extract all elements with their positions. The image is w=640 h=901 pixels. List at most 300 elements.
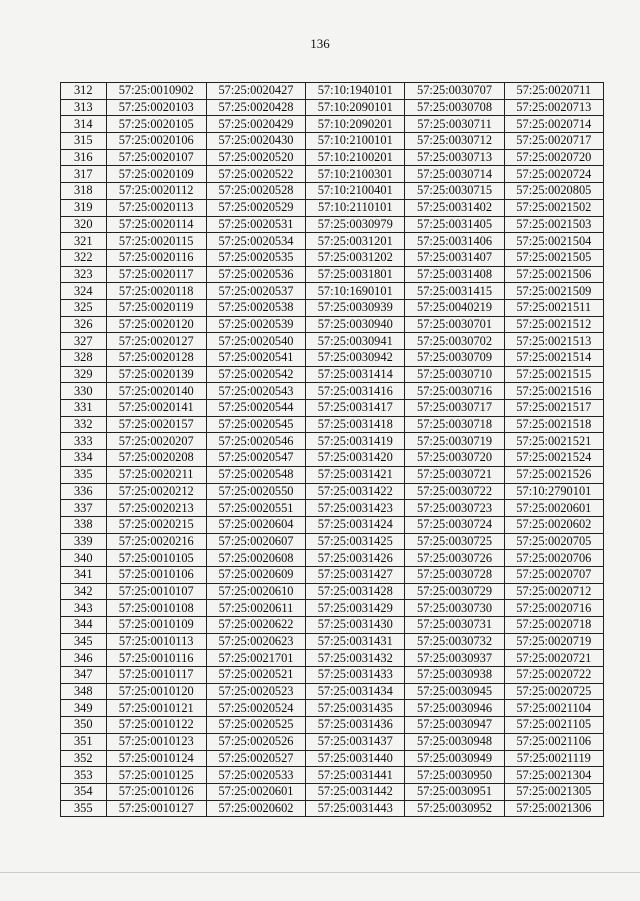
- cadastral-number-cell: 57:25:0020207: [106, 433, 206, 450]
- cadastral-number-cell: 57:25:0020120: [106, 316, 206, 333]
- cadastral-number-cell: 57:25:0030715: [405, 183, 504, 200]
- cadastral-number-cell: 57:25:0031202: [306, 249, 405, 266]
- table-row: [61, 533, 604, 550]
- cadastral-number-cell: 57:25:0020541: [206, 350, 305, 367]
- row-number-cell: 351: [61, 733, 107, 750]
- cadastral-number-cell: 57:10:2100101: [306, 133, 405, 150]
- table-body: [61, 83, 604, 817]
- cadastral-number-cell: 57:25:0021104: [504, 700, 603, 717]
- cadastral-number-cell: 57:25:0020427: [206, 83, 305, 100]
- cadastral-number-cell: 57:25:0030731: [405, 617, 504, 634]
- row-number-cell: 345: [61, 633, 107, 650]
- cadastral-number-cell: 57:25:0020721: [504, 650, 603, 667]
- cadastral-number-cell: 57:25:0020724: [504, 166, 603, 183]
- cadastral-number-cell: 57:25:0020533: [206, 767, 305, 784]
- cadastral-number-cell: 57:25:0030723: [405, 500, 504, 517]
- cadastral-number-cell: 57:25:0020525: [206, 717, 305, 734]
- cadastral-number-cell: 57:25:0020540: [206, 333, 305, 350]
- cadastral-number-cell: 57:25:0031408: [405, 266, 504, 283]
- table-row: [61, 166, 604, 183]
- cadastral-number-cell: 57:25:0030952: [405, 800, 504, 817]
- row-number-cell: 349: [61, 700, 107, 717]
- table-row: [61, 717, 604, 734]
- cadastral-number-cell: 57:25:0020705: [504, 533, 603, 550]
- row-number-cell: 315: [61, 133, 107, 150]
- cadastral-number-cell: 57:25:0010123: [106, 733, 206, 750]
- cadastral-number-cell: 57:25:0030721: [405, 466, 504, 483]
- table-row: [61, 800, 604, 817]
- row-number-cell: 347: [61, 667, 107, 684]
- table-row: [61, 116, 604, 133]
- cadastral-number-cell: 57:25:0031442: [306, 783, 405, 800]
- row-number-cell: 313: [61, 99, 107, 116]
- cadastral-number-cell: 57:25:0020527: [206, 750, 305, 767]
- cadastral-number-cell: 57:25:0030720: [405, 450, 504, 467]
- cadastral-number-cell: 57:10:2100401: [306, 183, 405, 200]
- cadastral-number-cell: 57:25:0031424: [306, 516, 405, 533]
- cadastral-number-cell: 57:25:0030939: [306, 299, 405, 316]
- cadastral-number-cell: 57:25:0010902: [106, 83, 206, 100]
- row-number-cell: 322: [61, 249, 107, 266]
- cadastral-number-cell: 57:25:0020528: [206, 183, 305, 200]
- cadastral-number-cell: 57:25:0031405: [405, 216, 504, 233]
- cadastral-number-cell: 57:25:0020537: [206, 283, 305, 300]
- row-number-cell: 327: [61, 333, 107, 350]
- table-row: [61, 500, 604, 517]
- row-number-cell: 328: [61, 350, 107, 367]
- cadastral-number-cell: 57:25:0031430: [306, 617, 405, 634]
- cadastral-number-cell: 57:25:0021306: [504, 800, 603, 817]
- scan-edge-line: [0, 872, 640, 873]
- table-row: [61, 183, 604, 200]
- row-number-cell: 331: [61, 400, 107, 417]
- cadastral-number-cell: 57:25:0020717: [504, 133, 603, 150]
- cadastral-number-cell: 57:25:0031419: [306, 433, 405, 450]
- cadastral-number-cell: 57:25:0020536: [206, 266, 305, 283]
- row-number-cell: 332: [61, 416, 107, 433]
- cadastral-number-cell: 57:25:0020429: [206, 116, 305, 133]
- cadastral-number-cell: 57:25:0021701: [206, 650, 305, 667]
- row-number-cell: 333: [61, 433, 107, 450]
- cadastral-number-cell: 57:25:0030946: [405, 700, 504, 717]
- cadastral-number-cell: 57:25:0020718: [504, 617, 603, 634]
- row-number-cell: 318: [61, 183, 107, 200]
- table-row: [61, 600, 604, 617]
- table-row: [61, 266, 604, 283]
- row-number-cell: 341: [61, 566, 107, 583]
- row-number-cell: 350: [61, 717, 107, 734]
- cadastral-number-cell: 57:25:0031418: [306, 416, 405, 433]
- cadastral-number-cell: 57:25:0021504: [504, 233, 603, 250]
- cadastral-number-cell: 57:25:0030730: [405, 600, 504, 617]
- cadastral-number-cell: 57:25:0010124: [106, 750, 206, 767]
- table-row: [61, 249, 604, 266]
- cadastral-number-cell: 57:25:0030949: [405, 750, 504, 767]
- cadastral-number-cell: 57:25:0030942: [306, 350, 405, 367]
- cadastral-number-cell: 57:25:0020609: [206, 566, 305, 583]
- row-number-cell: 354: [61, 783, 107, 800]
- cadastral-number-cell: 57:25:0031801: [306, 266, 405, 283]
- row-number-cell: 342: [61, 583, 107, 600]
- cadastral-number-cell: 57:25:0030712: [405, 133, 504, 150]
- cadastral-number-cell: 57:25:0030937: [405, 650, 504, 667]
- cadastral-number-cell: 57:25:0010127: [106, 800, 206, 817]
- cadastral-number-cell: 57:25:0020548: [206, 466, 305, 483]
- cadastral-number-cell: 57:25:0020139: [106, 366, 206, 383]
- cadastral-number-cell: 57:25:0020601: [504, 500, 603, 517]
- row-number-cell: 336: [61, 483, 107, 500]
- row-number-cell: 348: [61, 683, 107, 700]
- cadastral-number-cell: 57:25:0021503: [504, 216, 603, 233]
- cadastral-number-cell: 57:25:0030701: [405, 316, 504, 333]
- row-number-cell: 316: [61, 149, 107, 166]
- cadastral-number-cell: 57:25:0030717: [405, 400, 504, 417]
- cadastral-number-cell: 57:25:0020611: [206, 600, 305, 617]
- cadastral-number-cell: 57:25:0021521: [504, 433, 603, 450]
- cadastral-number-cell: 57:25:0020535: [206, 249, 305, 266]
- cadastral-number-cell: 57:25:0031429: [306, 600, 405, 617]
- cadastral-number-cell: 57:25:0030709: [405, 350, 504, 367]
- table-row: [61, 583, 604, 600]
- table-row: [61, 617, 604, 634]
- cadastral-number-cell: 57:25:0020534: [206, 233, 305, 250]
- cadastral-number-cell: 57:10:1690101: [306, 283, 405, 300]
- cadastral-number-cell: 57:25:0021512: [504, 316, 603, 333]
- table-row: [61, 99, 604, 116]
- cadastral-number-cell: 57:25:0030940: [306, 316, 405, 333]
- cadastral-number-cell: 57:25:0040219: [405, 299, 504, 316]
- cadastral-number-cell: 57:25:0030948: [405, 733, 504, 750]
- cadastral-number-cell: 57:25:0031443: [306, 800, 405, 817]
- cadastral-number-cell: 57:25:0020524: [206, 700, 305, 717]
- cadastral-number-cell: 57:25:0020547: [206, 450, 305, 467]
- cadastral-number-cell: 57:25:0030950: [405, 767, 504, 784]
- cadastral-number-cell: 57:25:0030710: [405, 366, 504, 383]
- cadastral-number-cell: 57:25:0020542: [206, 366, 305, 383]
- table-row: [61, 466, 604, 483]
- cadastral-number-cell: 57:25:0031437: [306, 733, 405, 750]
- cadastral-number-cell: 57:25:0020212: [106, 483, 206, 500]
- cadastral-number-cell: 57:25:0020716: [504, 600, 603, 617]
- cadastral-number-cell: 57:25:0030716: [405, 383, 504, 400]
- table-row: [61, 767, 604, 784]
- table-row: [61, 350, 604, 367]
- cadastral-number-cell: 57:25:0020543: [206, 383, 305, 400]
- table-row: [61, 650, 604, 667]
- cadastral-number-cell: 57:25:0020604: [206, 516, 305, 533]
- cadastral-number-cell: 57:25:0010105: [106, 550, 206, 567]
- cadastral-number-cell: 57:25:0020141: [106, 400, 206, 417]
- cadastral-number-cell: 57:25:0021105: [504, 717, 603, 734]
- cadastral-number-cell: 57:25:0021505: [504, 249, 603, 266]
- cadastral-table: [60, 82, 604, 817]
- cadastral-number-cell: 57:25:0030711: [405, 116, 504, 133]
- cadastral-number-cell: 57:25:0031421: [306, 466, 405, 483]
- cadastral-number-cell: 57:25:0031406: [405, 233, 504, 250]
- cadastral-number-cell: 57:25:0020109: [106, 166, 206, 183]
- cadastral-number-cell: 57:25:0021516: [504, 383, 603, 400]
- cadastral-number-cell: 57:10:2790101: [504, 483, 603, 500]
- cadastral-number-cell: 57:25:0020103: [106, 99, 206, 116]
- cadastral-number-cell: 57:25:0021119: [504, 750, 603, 767]
- cadastral-number-cell: 57:25:0031428: [306, 583, 405, 600]
- cadastral-number-cell: 57:25:0020216: [106, 533, 206, 550]
- table-row: [61, 149, 604, 166]
- table-row: [61, 450, 604, 467]
- cadastral-number-cell: 57:25:0030708: [405, 99, 504, 116]
- table-row: [61, 483, 604, 500]
- row-number-cell: 353: [61, 767, 107, 784]
- cadastral-number-cell: 57:25:0031434: [306, 683, 405, 700]
- cadastral-number-cell: 57:10:2110101: [306, 199, 405, 216]
- cadastral-number-cell: 57:25:0020529: [206, 199, 305, 216]
- cadastral-number-cell: 57:25:0020805: [504, 183, 603, 200]
- cadastral-number-cell: 57:25:0030718: [405, 416, 504, 433]
- cadastral-number-cell: 57:25:0010125: [106, 767, 206, 784]
- cadastral-number-cell: 57:25:0031423: [306, 500, 405, 517]
- cadastral-number-cell: 57:25:0020707: [504, 566, 603, 583]
- table-row: [61, 83, 604, 100]
- cadastral-number-cell: 57:25:0030722: [405, 483, 504, 500]
- cadastral-number-cell: 57:25:0020602: [206, 800, 305, 817]
- cadastral-number-cell: 57:25:0031431: [306, 633, 405, 650]
- cadastral-number-cell: 57:25:0030714: [405, 166, 504, 183]
- cadastral-number-cell: 57:25:0020711: [504, 83, 603, 100]
- cadastral-number-cell: 57:25:0031417: [306, 400, 405, 417]
- table-row: [61, 566, 604, 583]
- cadastral-number-cell: 57:25:0020112: [106, 183, 206, 200]
- cadastral-number-cell: 57:25:0031440: [306, 750, 405, 767]
- cadastral-number-cell: 57:25:0020522: [206, 166, 305, 183]
- cadastral-number-cell: 57:25:0030707: [405, 83, 504, 100]
- table-row: [61, 383, 604, 400]
- cadastral-number-cell: 57:25:0020607: [206, 533, 305, 550]
- cadastral-number-cell: 57:25:0010122: [106, 717, 206, 734]
- cadastral-number-cell: 57:25:0020526: [206, 733, 305, 750]
- cadastral-number-cell: 57:25:0030725: [405, 533, 504, 550]
- cadastral-number-cell: 57:25:0010126: [106, 783, 206, 800]
- cadastral-number-cell: 57:10:1940101: [306, 83, 405, 100]
- row-number-cell: 334: [61, 450, 107, 467]
- cadastral-number-cell: 57:25:0031433: [306, 667, 405, 684]
- row-number-cell: 338: [61, 516, 107, 533]
- table-row: [61, 433, 604, 450]
- cadastral-number-cell: 57:25:0020430: [206, 133, 305, 150]
- cadastral-number-cell: 57:25:0010113: [106, 633, 206, 650]
- cadastral-number-cell: 57:25:0020428: [206, 99, 305, 116]
- cadastral-number-cell: 57:25:0020706: [504, 550, 603, 567]
- row-number-cell: 346: [61, 650, 107, 667]
- cadastral-number-cell: 57:25:0020546: [206, 433, 305, 450]
- row-number-cell: 337: [61, 500, 107, 517]
- cadastral-number-cell: 57:25:0030941: [306, 333, 405, 350]
- cadastral-number-cell: 57:25:0020521: [206, 667, 305, 684]
- table-row: [61, 683, 604, 700]
- row-number-cell: 355: [61, 800, 107, 817]
- cadastral-number-cell: 57:25:0021502: [504, 199, 603, 216]
- cadastral-number-cell: 57:25:0020550: [206, 483, 305, 500]
- cadastral-number-cell: 57:25:0010109: [106, 617, 206, 634]
- cadastral-number-cell: 57:25:0020544: [206, 400, 305, 417]
- cadastral-number-cell: 57:25:0030947: [405, 717, 504, 734]
- cadastral-number-cell: 57:25:0021517: [504, 400, 603, 417]
- cadastral-number-cell: 57:25:0010106: [106, 566, 206, 583]
- cadastral-number-cell: 57:10:2090201: [306, 116, 405, 133]
- cadastral-number-cell: 57:25:0021511: [504, 299, 603, 316]
- cadastral-number-cell: 57:25:0020538: [206, 299, 305, 316]
- row-number-cell: 314: [61, 116, 107, 133]
- cadastral-number-cell: 57:25:0031441: [306, 767, 405, 784]
- cadastral-number-cell: 57:25:0031420: [306, 450, 405, 467]
- cadastral-number-cell: 57:25:0020610: [206, 583, 305, 600]
- cadastral-number-cell: 57:25:0021513: [504, 333, 603, 350]
- row-number-cell: 317: [61, 166, 107, 183]
- cadastral-number-cell: 57:25:0010107: [106, 583, 206, 600]
- cadastral-number-cell: 57:25:0020712: [504, 583, 603, 600]
- table-row: [61, 283, 604, 300]
- cadastral-number-cell: 57:25:0031422: [306, 483, 405, 500]
- cadastral-number-cell: 57:25:0020215: [106, 516, 206, 533]
- cadastral-number-cell: 57:25:0021305: [504, 783, 603, 800]
- cadastral-number-cell: 57:25:0020520: [206, 149, 305, 166]
- cadastral-number-cell: 57:25:0020722: [504, 667, 603, 684]
- cadastral-number-cell: 57:25:0030726: [405, 550, 504, 567]
- cadastral-number-cell: 57:25:0031427: [306, 566, 405, 583]
- cadastral-number-cell: 57:25:0020116: [106, 249, 206, 266]
- row-number-cell: 335: [61, 466, 107, 483]
- row-number-cell: 325: [61, 299, 107, 316]
- table-row: [61, 416, 604, 433]
- cadastral-number-cell: 57:25:0031425: [306, 533, 405, 550]
- row-number-cell: 344: [61, 617, 107, 634]
- cadastral-number-cell: 57:25:0020113: [106, 199, 206, 216]
- cadastral-number-cell: 57:25:0030719: [405, 433, 504, 450]
- cadastral-number-cell: 57:25:0020523: [206, 683, 305, 700]
- cadastral-number-cell: 57:25:0020140: [106, 383, 206, 400]
- cadastral-number-cell: 57:25:0010120: [106, 683, 206, 700]
- cadastral-number-cell: 57:25:0030728: [405, 566, 504, 583]
- cadastral-number-cell: 57:25:0010117: [106, 667, 206, 684]
- row-number-cell: 320: [61, 216, 107, 233]
- cadastral-number-cell: 57:25:0021526: [504, 466, 603, 483]
- cadastral-number-cell: 57:25:0020545: [206, 416, 305, 433]
- cadastral-number-cell: 57:25:0031415: [405, 283, 504, 300]
- cadastral-number-cell: 57:25:0010121: [106, 700, 206, 717]
- row-number-cell: 352: [61, 750, 107, 767]
- row-number-cell: 326: [61, 316, 107, 333]
- cadastral-number-cell: 57:25:0030945: [405, 683, 504, 700]
- cadastral-number-cell: 57:25:0020157: [106, 416, 206, 433]
- cadastral-number-cell: 57:25:0020115: [106, 233, 206, 250]
- row-number-cell: 319: [61, 199, 107, 216]
- table-row: [61, 133, 604, 150]
- table-row: [61, 299, 604, 316]
- cadastral-number-cell: 57:25:0030979: [306, 216, 405, 233]
- cadastral-number-cell: 57:25:0031414: [306, 366, 405, 383]
- cadastral-number-cell: 57:25:0030729: [405, 583, 504, 600]
- cadastral-number-cell: 57:25:0020608: [206, 550, 305, 567]
- cadastral-number-cell: 57:25:0031416: [306, 383, 405, 400]
- row-number-cell: 312: [61, 83, 107, 100]
- cadastral-number-cell: 57:25:0030724: [405, 516, 504, 533]
- table-row: [61, 733, 604, 750]
- page-number: 136: [310, 36, 330, 51]
- cadastral-number-cell: 57:25:0020623: [206, 633, 305, 650]
- cadastral-number-cell: 57:25:0021515: [504, 366, 603, 383]
- row-number-cell: 323: [61, 266, 107, 283]
- cadastral-number-cell: 57:10:2090101: [306, 99, 405, 116]
- cadastral-number-cell: 57:25:0020118: [106, 283, 206, 300]
- cadastral-number-cell: 57:25:0031426: [306, 550, 405, 567]
- table-row: [61, 366, 604, 383]
- cadastral-number-cell: 57:25:0021514: [504, 350, 603, 367]
- cadastral-number-cell: 57:25:0020117: [106, 266, 206, 283]
- cadastral-number-cell: 57:25:0031435: [306, 700, 405, 717]
- table-row: [61, 199, 604, 216]
- cadastral-number-cell: 57:25:0020622: [206, 617, 305, 634]
- cadastral-number-cell: 57:25:0020713: [504, 99, 603, 116]
- table-row: [61, 550, 604, 567]
- cadastral-number-cell: 57:10:2100201: [306, 149, 405, 166]
- cadastral-number-cell: 57:25:0031407: [405, 249, 504, 266]
- table-row: [61, 333, 604, 350]
- cadastral-number-cell: 57:10:2100301: [306, 166, 405, 183]
- cadastral-number-cell: 57:25:0010116: [106, 650, 206, 667]
- cadastral-number-cell: 57:25:0031201: [306, 233, 405, 250]
- cadastral-number-cell: 57:25:0010108: [106, 600, 206, 617]
- row-number-cell: 324: [61, 283, 107, 300]
- cadastral-number-cell: 57:25:0020551: [206, 500, 305, 517]
- row-number-cell: 343: [61, 600, 107, 617]
- cadastral-number-cell: 57:25:0020602: [504, 516, 603, 533]
- cadastral-number-cell: 57:25:0020127: [106, 333, 206, 350]
- cadastral-number-cell: 57:25:0021518: [504, 416, 603, 433]
- cadastral-number-cell: 57:25:0020119: [106, 299, 206, 316]
- cadastral-number-cell: 57:25:0031402: [405, 199, 504, 216]
- cadastral-number-cell: 57:25:0030713: [405, 149, 504, 166]
- table-row: [61, 667, 604, 684]
- cadastral-number-cell: 57:25:0020208: [106, 450, 206, 467]
- cadastral-number-cell: 57:25:0030951: [405, 783, 504, 800]
- cadastral-number-cell: 57:25:0020720: [504, 149, 603, 166]
- cadastral-number-cell: 57:25:0020213: [106, 500, 206, 517]
- row-number-cell: 340: [61, 550, 107, 567]
- table-row: [61, 633, 604, 650]
- table-row: [61, 233, 604, 250]
- table-row: [61, 400, 604, 417]
- cadastral-number-cell: 57:25:0020539: [206, 316, 305, 333]
- cadastral-number-cell: 57:25:0020601: [206, 783, 305, 800]
- cadastral-number-cell: 57:25:0020719: [504, 633, 603, 650]
- cadastral-number-cell: 57:25:0020114: [106, 216, 206, 233]
- table-row: [61, 700, 604, 717]
- cadastral-number-cell: 57:25:0031432: [306, 650, 405, 667]
- cadastral-number-cell: 57:25:0021509: [504, 283, 603, 300]
- row-number-cell: 329: [61, 366, 107, 383]
- cadastral-number-cell: 57:25:0021106: [504, 733, 603, 750]
- table-row: [61, 316, 604, 333]
- row-number-cell: 339: [61, 533, 107, 550]
- cadastral-number-cell: 57:25:0030938: [405, 667, 504, 684]
- cadastral-number-cell: 57:25:0020725: [504, 683, 603, 700]
- table-row: [61, 516, 604, 533]
- cadastral-number-cell: 57:25:0020107: [106, 149, 206, 166]
- cadastral-number-cell: 57:25:0020211: [106, 466, 206, 483]
- row-number-cell: 330: [61, 383, 107, 400]
- cadastral-number-cell: 57:25:0021506: [504, 266, 603, 283]
- cadastral-number-cell: 57:25:0021524: [504, 450, 603, 467]
- row-number-cell: 321: [61, 233, 107, 250]
